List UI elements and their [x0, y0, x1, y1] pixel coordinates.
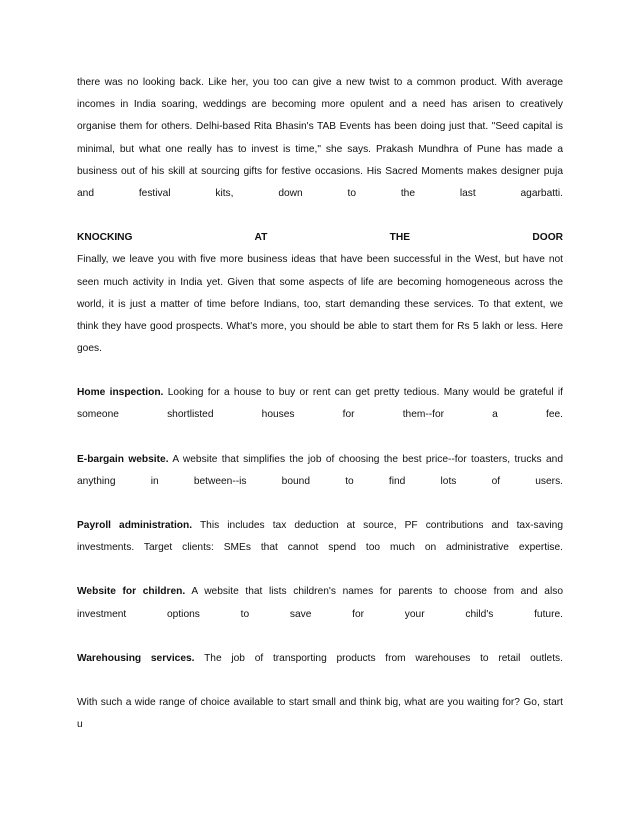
text-line: business out of his skill at sourcing gifts for festive occasions. His Sacred Moments makes designer puja [77, 165, 563, 177]
idea-line: Home inspection. Looking for a house to buy or rent can get pretty tedious. Many would be grateful if [77, 387, 563, 399]
idea-line: Warehousing services. The job of transporting products from warehouses to retail outlets. [77, 652, 563, 664]
text-line: world, it is just a matter of time before Indians, too, start demanding these services. To that extent, we [77, 298, 563, 310]
idea-title: E-bargain website. [77, 453, 169, 465]
idea-e-bargain [77, 449, 563, 493]
section-knocking [77, 227, 563, 360]
text-line: Finally, we leave you with five more business ideas that have been successful in the West, but have not [77, 254, 563, 266]
idea-line: investment options to save for your child's future. [77, 608, 563, 620]
text-line: With such a wide range of choice available to start small and think big, what are you waiting for? Go, start [77, 696, 563, 708]
idea-title: Warehousing services. [77, 652, 195, 664]
idea-website-children [77, 581, 563, 625]
idea-title: Home inspection. [77, 387, 164, 399]
idea-title: Website for children. [77, 586, 186, 598]
section-heading: KNOCKING AT THE DOOR [77, 232, 563, 244]
text-line: organise them for others. Delhi-based Rita Bhasin's TAB Events has been doing just that. "Seed capital is [77, 121, 563, 133]
text-line: incomes in India soaring, weddings are becoming more opulent and a need has arisen to creatively [77, 99, 563, 111]
idea-line: anything in between--is bound to find lots of users. [77, 475, 563, 487]
idea-payroll [77, 515, 563, 559]
text-line: there was no looking back. Like her, you too can give a new twist to a common product. With average [77, 77, 563, 88]
text-line: and festival kits, down to the last agarbatti. [77, 187, 563, 199]
idea-title: Payroll administration. [77, 520, 193, 531]
idea-line: investments. Target clients: SMEs that cannot spend too much on administrative expertise. [77, 542, 563, 554]
text-line: think they have good prospects. What's more, you should be able to start them for Rs 5 lakh or less. Here [77, 320, 563, 332]
idea-line: Website for children. A website that lists children's names for parents to choose from and also [77, 586, 563, 598]
text-line: seen much activity in India yet. Given that some aspects of life are becoming homogeneous across the [77, 276, 563, 288]
idea-home-inspection [77, 382, 563, 426]
text-line: u [77, 719, 83, 731]
idea-line: Payroll administration. This includes tax deduction at source, PF contributions and tax-saving [77, 520, 564, 531]
intro-paragraph [77, 72, 563, 205]
idea-line: someone shortlisted houses for them--for a fee. [77, 409, 563, 421]
text-line: minimal, but what one really has to invest is time," she says. Prakash Mundhra of Pune has made a [77, 143, 563, 155]
idea-warehousing [77, 648, 563, 670]
text-line: goes. [77, 343, 102, 355]
closing-paragraph [77, 692, 563, 736]
idea-line: E-bargain website. A website that simplifies the job of choosing the best price--for toasters, trucks and [77, 453, 563, 465]
